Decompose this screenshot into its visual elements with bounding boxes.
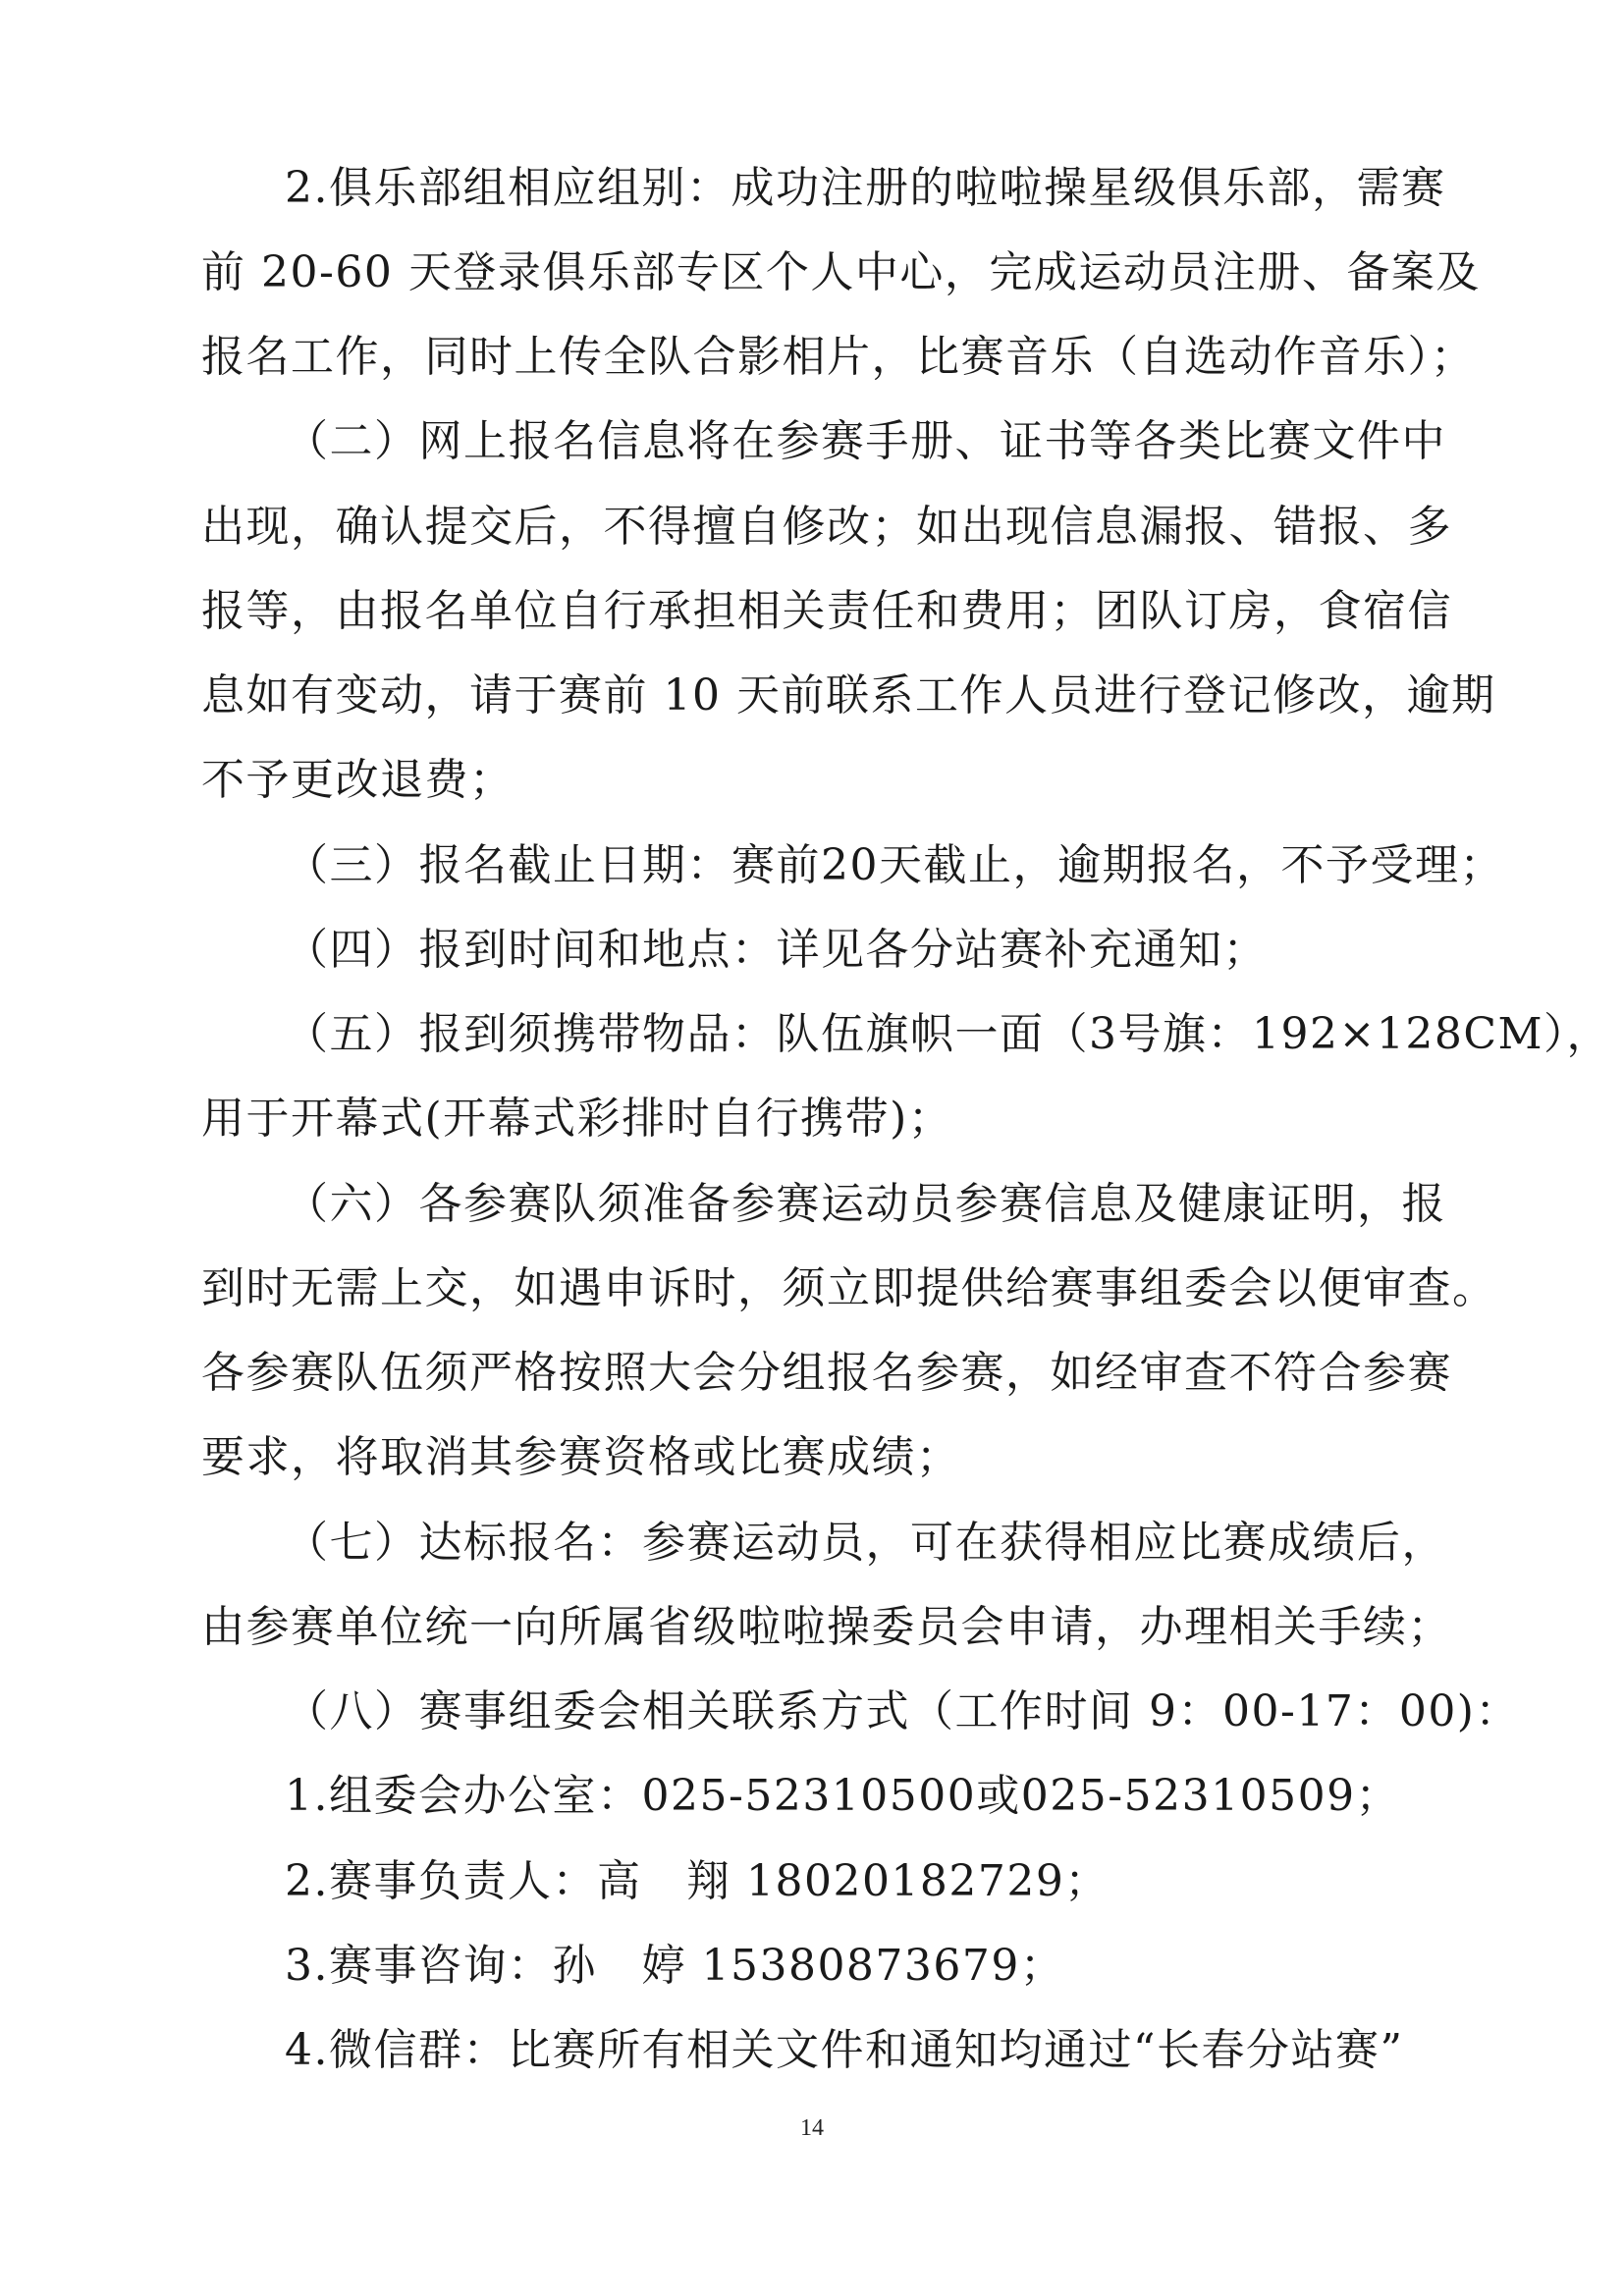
paragraph-line: 各参赛队伍须严格按照大会分组报名参赛，如经审查不符合参赛 [201, 1348, 1452, 1398]
paragraph-line: （六）各参赛队须准备参赛运动员参赛信息及健康证明，报 [285, 1179, 1446, 1229]
paragraph-line: 4.微信群：比赛所有相关文件和通知均通过“长春分站赛” [285, 2025, 1404, 2075]
paragraph-line: （二）网上报名信息将在参赛手册、证书等各类比赛文件中 [285, 416, 1446, 466]
paragraph-line: （七）达标报名：参赛运动员，可在获得相应比赛成绩后， [285, 1518, 1446, 1568]
paragraph-line: （五）报到须携带物品：队伍旗帜一面（3号旗：192×128CM）， [285, 1009, 1612, 1059]
paragraph-line: 息如有变动，请于赛前 10 天前联系工作人员进行登记修改，逾期 [201, 670, 1496, 721]
paragraph-line: （三）报名截止日期：赛前20天截止，逾期报名，不予受理； [285, 840, 1504, 890]
paragraph-line: 1.组委会办公室：025-52310500或025-52310509； [285, 1771, 1401, 1821]
paragraph-line: 出现，确认提交后，不得擅自修改；如出现信息漏报、错报、多 [201, 502, 1452, 552]
paragraph-line: 不予更改退费； [201, 755, 514, 805]
paragraph-line: 要求，将取消其参赛资格或比赛成绩； [201, 1432, 961, 1482]
paragraph-line: 由参赛单位统一向所属省级啦啦操委员会申请，办理相关手续； [201, 1602, 1452, 1652]
paragraph-line: 到时无需上交，如遇申诉时，须立即提供给赛事组委会以便审查。 [201, 1263, 1497, 1313]
paragraph-line: 用于开幕式(开幕式彩排时自行携带)； [201, 1094, 953, 1144]
paragraph-line: 2.俱乐部组相应组别：成功注册的啦啦操星级俱乐部，需赛 [285, 163, 1446, 213]
paragraph-line: 3.赛事咨询：孙 婷 15380873679； [285, 1941, 1065, 1991]
paragraph-line: 报等，由报名单位自行承担相关责任和费用；团队订房，食宿信 [201, 586, 1452, 636]
paragraph-line: 报名工作，同时上传全队合影相片，比赛音乐（自选动作音乐）； [201, 332, 1476, 382]
paragraph-line: 前 20-60 天登录俱乐部专区个人中心，完成运动员注册、备案及 [201, 247, 1481, 297]
paragraph-line: （四）报到时间和地点：详见各分站赛补充通知； [285, 925, 1268, 975]
paragraph-line: 2.赛事负责人：高 翔 18020182729； [285, 1856, 1110, 1906]
page-number: 14 [800, 2115, 824, 2141]
paragraph-line: （八）赛事组委会相关联系方式（工作时间 9：00-17：00)： [285, 1686, 1520, 1736]
